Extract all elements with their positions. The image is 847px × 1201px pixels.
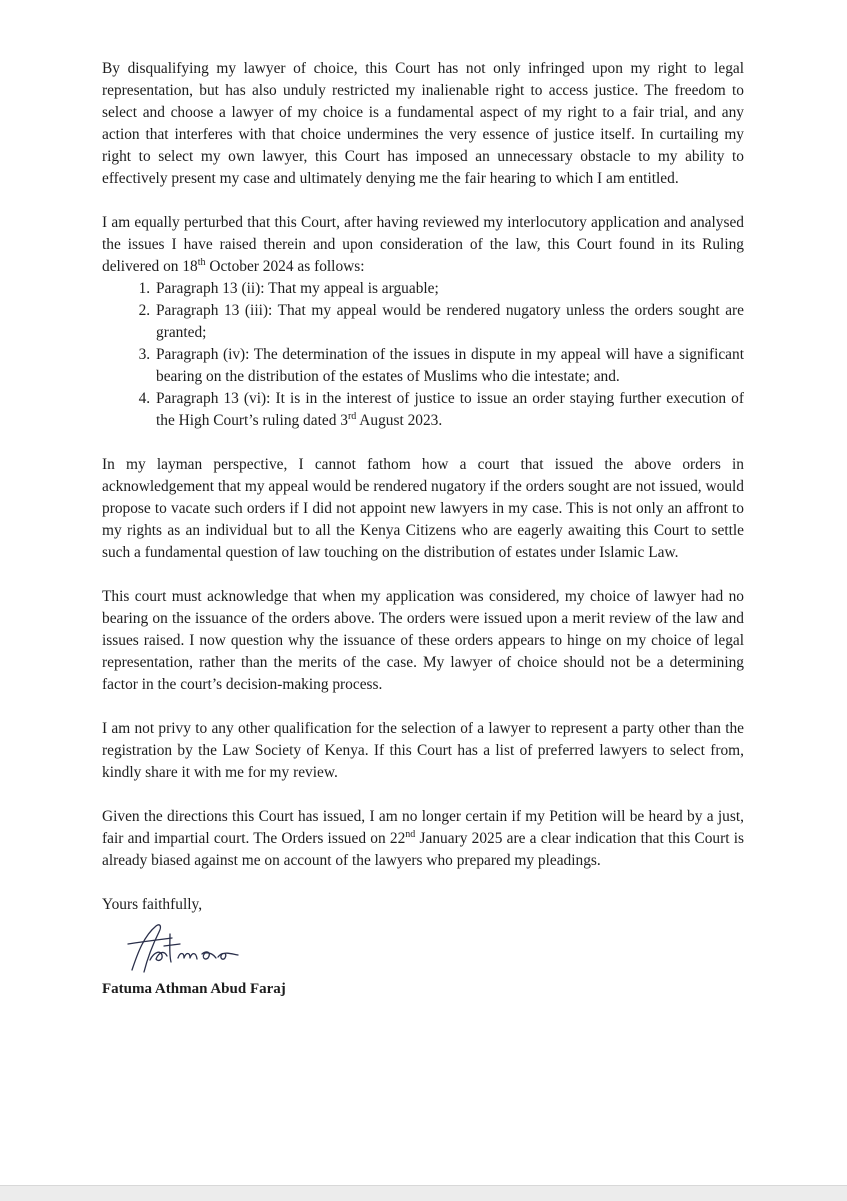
signature-block bbox=[102, 938, 744, 1008]
bias-text-end: January 2025 are a clear indication that this Court is already biased against me on account of the lawyers who prepared my pleadings. bbox=[102, 830, 744, 869]
finding-text: Paragraph 13 (vi): It is in the interest of justice to issue an order staying further execution of the High Court’s ruling dated 3 bbox=[156, 390, 744, 429]
paragraph-layman-perspective: In my layman perspective, I cannot fathom how a court that issued the above orders in acknowledgement that my appeal would be rendered nugatory if the orders sought are not issued, would propose to vacate such orders if I did not appoint new lawyers in my case. This is not only an affront to my rights as an individual but to all the Kenya Citizens who are eagerly awaiting this Court to settle such a fundamental question of law touching on the distribution of estates under Islamic Law. bbox=[102, 456, 744, 561]
finding-text-end: August 2023. bbox=[356, 412, 443, 429]
ruling-intro-text-end: October 2024 as follows: bbox=[205, 258, 365, 275]
handwritten-signature bbox=[126, 922, 256, 978]
paragraph-lawyer-qualification: I am not privy to any other qualification for the selection of a lawyer to represent a party other than the registration by the Law Society of Kenya. If this Court has a list of preferred lawyers to select from, kindly share it with me for my review. bbox=[102, 720, 744, 781]
paragraph-court-acknowledge: This court must acknowledge that when my application was considered, my choice of lawyer had no bearing on the issuance of the orders above. The orders were issued upon a merit review of the law and issues raised. I now question why the issuance of these orders appears to hinge on my choice of legal representation, rather than the merits of the case. My lawyer of choice should not be a determining factor in the court’s decision-making process. bbox=[102, 588, 744, 693]
findings-list bbox=[102, 278, 744, 432]
paragraph-bias-concern bbox=[102, 806, 744, 872]
closing-salutation: Yours faithfully, bbox=[102, 896, 203, 913]
list-item bbox=[154, 388, 744, 432]
list-item: 1. Paragraph 13 (ii): That my appeal is arguable; bbox=[154, 278, 744, 300]
list-item: 3. Paragraph (iv): The determination of the issues in dispute in my appeal will have a significant bearing on the distribution of the estates of Muslims who die intestate; and. bbox=[154, 344, 744, 388]
signatory-name: Fatuma Athman Abud Faraj bbox=[102, 981, 286, 997]
orders-date-suffix: nd bbox=[405, 828, 416, 840]
letter-body bbox=[102, 58, 744, 1008]
ruling-intro-text: I am equally perturbed that this Court, after having reviewed my interlocutory application and analysed the issues I have raised therein and upon consideration of the law, this Court found in its Ruling delivered on 18 bbox=[102, 214, 744, 275]
paragraph-ruling-intro bbox=[102, 212, 744, 278]
bias-text: Given the directions this Court has issued, I am no longer certain if my Petition will be heard by a just, fair and impartial court. The Orders issued on 22 bbox=[102, 808, 744, 847]
page-bottom-edge bbox=[0, 1185, 847, 1201]
ruling-date-suffix: th bbox=[197, 256, 206, 268]
paragraph-lawyer-disqualification: By disqualifying my lawyer of choice, this Court has not only infringed upon my right to legal representation, but has also unduly restricted my inalienable right to access justice. The freedom to select and choose a lawyer of my choice is a fundamental aspect of my right to a fair trial, and any action that interferes with that choice undermines the very essence of justice itself. In curtailing my right to select my own lawyer, this Court has imposed an unnecessary obstacle to my ability to effectively present my case and ultimately denying me the fair hearing to which I am entitled. bbox=[102, 60, 744, 187]
finding-date-suffix: rd bbox=[347, 410, 357, 422]
list-item: 2. Paragraph 13 (iii): That my appeal would be rendered nugatory unless the orders sought are granted; bbox=[154, 300, 744, 344]
